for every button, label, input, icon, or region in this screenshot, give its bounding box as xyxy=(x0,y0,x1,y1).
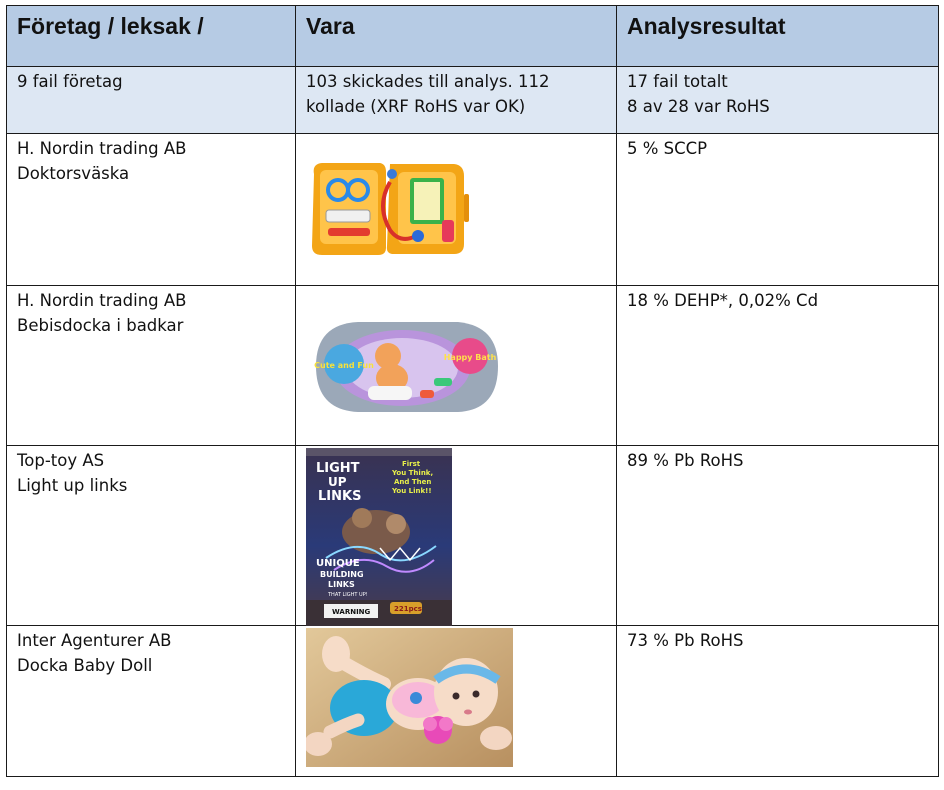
svg-text:LINKS: LINKS xyxy=(318,489,362,504)
header-row xyxy=(7,6,939,67)
company-name: Top-toy AS xyxy=(17,451,105,470)
baby-doll-bathtub-image xyxy=(308,316,504,416)
company-name: H. Nordin trading AB xyxy=(17,139,187,158)
svg-text:LIGHT: LIGHT xyxy=(316,461,360,476)
result-text: 5 % SCCP xyxy=(627,139,708,158)
header-cell-item: Vara xyxy=(296,6,617,67)
table-row xyxy=(7,446,939,626)
svg-text:UNIQUE: UNIQUE xyxy=(316,558,360,569)
company-cell xyxy=(7,286,296,446)
tub-logo-left: Cute and Fun xyxy=(314,361,374,370)
svg-text:WARNING: WARNING xyxy=(332,608,371,616)
summary-cell-result: 17 fail totalt 8 av 28 var RoHS xyxy=(617,67,939,134)
svg-text:You Link!!: You Link!! xyxy=(392,487,432,495)
company-cell xyxy=(7,626,296,777)
table-row xyxy=(7,286,939,446)
result-text: 18 % DEHP*, 0,02% Cd xyxy=(627,291,819,310)
result-cell xyxy=(617,134,939,286)
company-name: Inter Agenturer AB xyxy=(17,631,172,650)
item-image-cell xyxy=(296,134,617,286)
table-row xyxy=(7,626,939,777)
header-cell-result: Analysresultat xyxy=(617,6,939,67)
svg-text:First: First xyxy=(402,460,421,468)
item-image-cell xyxy=(296,446,617,626)
company-cell xyxy=(7,446,296,626)
baby-doll-photo-image xyxy=(306,628,513,767)
summary-row xyxy=(7,67,939,134)
light-up-links-box-image xyxy=(306,448,452,626)
analysis-table xyxy=(6,5,939,777)
product-name: Bebisdocka i badkar xyxy=(17,316,184,335)
doctor-kit-image xyxy=(306,156,469,258)
result-text: 89 % Pb RoHS xyxy=(627,451,744,470)
result-cell xyxy=(617,626,939,777)
company-name: H. Nordin trading AB xyxy=(17,291,187,310)
tub-logo-right: Happy Bath xyxy=(443,353,497,362)
product-name: Docka Baby Doll xyxy=(17,656,153,675)
svg-text:You Think,: You Think, xyxy=(392,469,434,477)
header-cell-company: Företag / leksak / xyxy=(7,6,296,67)
svg-text:221pcs: 221pcs xyxy=(394,605,422,613)
summary-cell-company: 9 fail företag xyxy=(7,67,296,134)
svg-text:THAT LIGHT UP!: THAT LIGHT UP! xyxy=(328,592,368,598)
company-cell xyxy=(7,134,296,286)
svg-text:And Then: And Then xyxy=(394,478,432,486)
result-cell xyxy=(617,446,939,626)
item-image-cell xyxy=(296,286,617,446)
svg-text:LINKS: LINKS xyxy=(328,580,355,589)
table-row xyxy=(7,134,939,286)
result-text: 73 % Pb RoHS xyxy=(627,631,744,650)
result-cell xyxy=(617,286,939,446)
svg-text:BUILDING: BUILDING xyxy=(320,570,364,579)
svg-text:UP: UP xyxy=(328,475,347,489)
summary-cell-item: 103 skickades till analys. 112 kollade (XRF RoHS var OK) xyxy=(296,67,617,134)
item-image-cell xyxy=(296,626,617,777)
product-name: Doktorsväska xyxy=(17,164,130,183)
product-name: Light up links xyxy=(17,476,128,495)
